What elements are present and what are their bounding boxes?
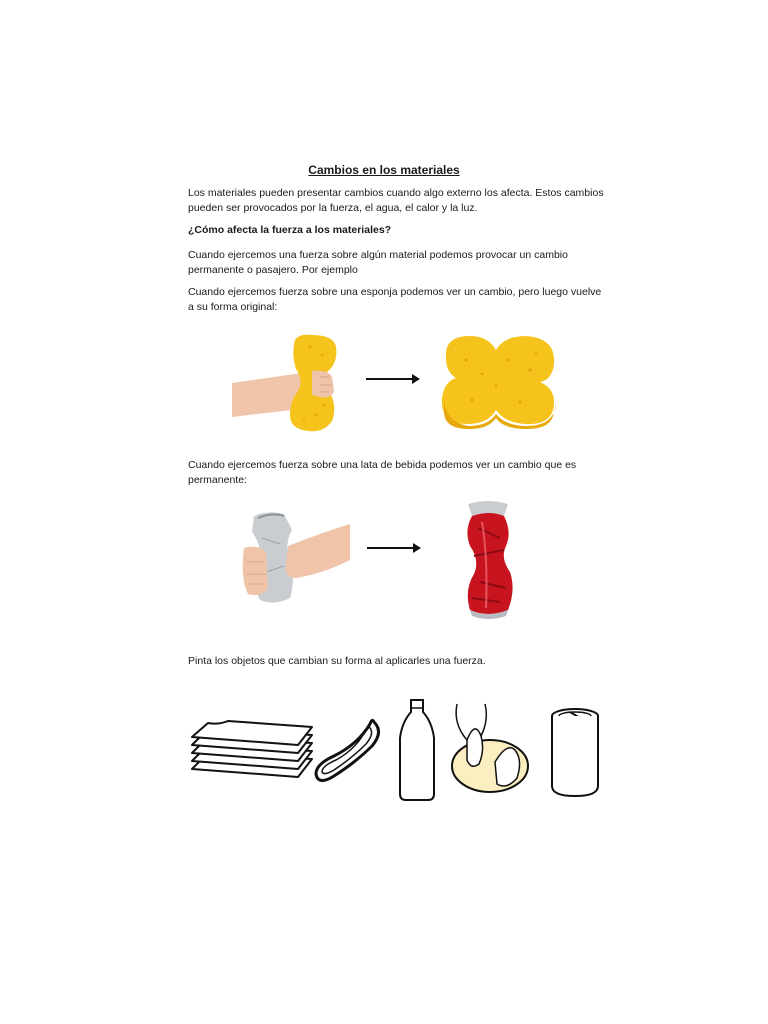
- sponge-paragraph: Cuando ejercemos fuerza sobre una esponja podemos ver un cambio, pero luego vuelve a su forma original:: [188, 286, 602, 313]
- dough-ball-icon: [445, 700, 535, 795]
- worksheet-title: Cambios en los materiales: [308, 163, 460, 177]
- plastic-bottle-icon: [396, 698, 438, 802]
- question-heading: ¿Cómo afecta la fuerza a los materiales?: [188, 224, 392, 236]
- force-paragraph: Cuando ejercemos una fuerza sobre algún material podemos provocar un cambio permanente o pasajero. Por ejemplo: [188, 249, 568, 276]
- crushed-red-can-illustration: [460, 498, 520, 620]
- hand-squeezing-sponge-illustration: [232, 325, 362, 435]
- arrow-icon: [366, 378, 418, 380]
- rubber-band-icon: [312, 714, 384, 790]
- arrow-icon: [367, 547, 419, 549]
- activity-instructions: Pinta los objetos que cambian su forma al aplicarles una fuerza.: [188, 655, 486, 667]
- intro-paragraph: Los materiales pueden presentar cambios cuando algo externo los afecta. Estos cambios pueden ser provocados por la fuerza, el agua, el calor y la luz.: [188, 187, 604, 214]
- towels-icon: [188, 715, 316, 780]
- can-paragraph: Cuando ejercemos fuerza sobre una lata de bebida podemos ver un cambio que es permanente:: [188, 459, 577, 486]
- can-icon: [548, 706, 602, 798]
- sponge-illustration: [436, 330, 561, 430]
- hand-crushing-can-illustration: [238, 508, 353, 608]
